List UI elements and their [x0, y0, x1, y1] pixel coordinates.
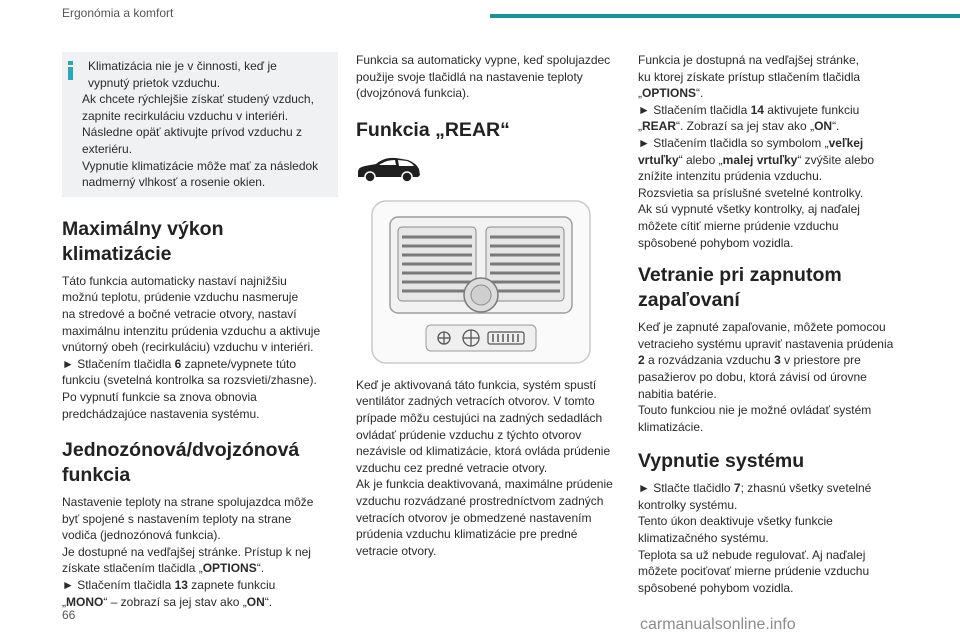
step-line: ► Stlačením tlačidla 14 aktivujete funkciu — [638, 102, 860, 117]
body-line: nabitia batérie. — [638, 386, 717, 401]
info-note — [62, 52, 338, 197]
body-line: ku ktorej získate prístup stlačením tlačidla — [638, 69, 861, 84]
options-line: získate stlačením tlačidla „OPTIONS“. — [62, 561, 265, 576]
heading-ventilation: zapaľovaní — [638, 289, 740, 312]
step-line: ► Stlačením tlačidla 6 zapnete/vypnete túto — [62, 356, 297, 371]
section-title: Ergonómia a komfort — [62, 6, 174, 20]
body-line: klimatizačného systému. — [638, 531, 769, 546]
body-line: ventilátor zadných vetracích otvorov. V tomto — [356, 394, 595, 409]
body-line: Ak je funkcia deaktivovaná, maximálne prúdenie — [356, 477, 613, 492]
heading-ventilation: Vetranie pri zapnutom — [638, 264, 842, 287]
body-line: (dvojzónová funkcia). — [356, 86, 470, 101]
body-line: použije svoje tlačidlá na nastavenie teploty — [356, 69, 583, 84]
body-line: Touto funkciou nie je možné ovládať systém — [638, 403, 872, 418]
body-line: môžete cítiť mierne prúdenie vzduchu — [638, 218, 839, 233]
heading-max-performance: klimatizácie — [62, 242, 172, 265]
car-icon — [356, 155, 422, 183]
note-line: Ak chcete rýchlejšie získať studený vzduch, — [82, 92, 314, 107]
body-line: klimatizácie. — [638, 419, 704, 434]
info-icon — [68, 61, 73, 80]
body-line: byť spojené s nastavením teploty na strane — [62, 511, 292, 526]
body-line: ovládať prúdenie vzduchu z týchto otvorov — [356, 427, 582, 442]
heading-zone: funkcia — [62, 464, 131, 487]
body-line: Tento úkon deaktivuje všetky funkcie — [638, 514, 833, 529]
body-line: prípade môžu cestujúci na zadných sedadlách — [356, 410, 603, 425]
body-line: prúdenia vzduchu klimatizácie pre predné — [356, 527, 578, 542]
body-line: maximálnu intenzitu prúdenia vzduchu a aktivuje — [62, 323, 321, 338]
body-line: Funkcia sa automaticky vypne, keď spolujazdec — [356, 53, 611, 67]
body-line: Teplota sa už nebude regulovať. Aj naďalej — [638, 547, 866, 562]
body-line: nezávisle od klimatizácie, ktorá ovláda prúdenie — [356, 444, 611, 459]
body-line: vzduchu rozvádzané prostredníctvom zadných — [356, 493, 604, 508]
body-line: kontrolky systému. — [638, 497, 738, 512]
body-line: Nastavenie teploty na strane spolujazdca môže — [62, 495, 314, 510]
body-line: funkciu (svetelná kontrolka sa rozsvieti/zhasne). — [62, 373, 317, 388]
body-line: Rozsvietia sa príslušné svetelné kontrolky. — [638, 185, 864, 200]
step-line: ► Stlačte tlačidlo 7; zhasnú všetky svetelné — [638, 481, 872, 496]
body-line: spôsobené pohybom vozidla. — [638, 235, 794, 250]
body-line: vzduchu cez predné vetracie otvory. — [356, 460, 548, 475]
column-3 — [638, 52, 900, 596]
body-line: znížite intenzitu prúdenia vzduchu. — [638, 169, 823, 184]
note-line: Vypnutie klimatizácie môže mať za následok — [82, 158, 319, 173]
header-accent-bar — [490, 14, 960, 18]
body-line: Ak sú vypnuté všetky kontrolky, aj naďalej — [638, 202, 860, 217]
heading-max-performance: Maximálny výkon — [62, 217, 224, 240]
options-line: „OPTIONS“. — [638, 86, 704, 101]
vent-line: 2 a rozvádzania vzduchu 3 v priestore pre — [638, 353, 861, 368]
heading-rear: Funkcia „REAR“ — [356, 118, 510, 141]
note-line: exteriéru. — [82, 141, 133, 156]
fan-line: vrtuľky“ alebo „malej vrtuľky“ zvýšite alebo — [638, 152, 875, 167]
body-line: pasažierov po dobu, ktorá závisí od úrovne — [638, 369, 867, 384]
note-line: nadmerný vlhkosť a rosenie okien. — [82, 175, 266, 190]
column-2 — [356, 52, 618, 559]
body-line: na stredové a bočné vetracie otvory, nastaví — [62, 306, 297, 321]
note-line: Následne opäť aktivujte prívod vzduchu z — [82, 125, 302, 140]
body-line: vetracie otvory. — [356, 543, 437, 558]
body-line: vetracieho systému upraviť nastavenia prúdenia — [638, 336, 894, 351]
column-1 — [62, 52, 338, 610]
body-line: Po vypnutí funkcie sa znova obnovia — [62, 389, 257, 404]
step-line: ► Stlačením tlačidla so symbolom „veľkej — [638, 135, 864, 150]
watermark: carmanualsonline.info — [640, 616, 796, 633]
body-line: vnútorný obeh (recirkuláciu) vzduchu v interiéri. — [62, 340, 314, 355]
heading-switch-off: Vypnutie systému — [638, 450, 805, 473]
body-line: Táto funkcia automaticky nastaví najnižšiu — [62, 273, 287, 288]
body-line: možnú teplotu, prúdenie vzduchu nasmeruje — [62, 290, 299, 305]
body-line: predchádzajúce nastavenia systému. — [62, 406, 260, 421]
body-line: Keď je zapnuté zapaľovanie, môžete pomocou — [638, 320, 886, 335]
body-line: Keď je aktivovaná táto funkcia, systém spustí — [356, 377, 597, 392]
page-number: 66 — [62, 608, 76, 622]
heading-zone: Jednozónová/dvojzónová — [62, 439, 300, 462]
step-line: ► Stlačením tlačidla 13 zapnete funkciu — [62, 578, 276, 593]
body-line: spôsobené pohybom vozidla. — [638, 580, 794, 595]
rear-vent-illustration — [368, 199, 594, 369]
rear-state-line: „REAR“. Zobrazí sa jej stav ako „ON“. — [638, 119, 840, 134]
note-line: vypnutý prietok vzduchu. — [88, 75, 221, 90]
body-line: Je dostupné na vedľajšej stránke. Prístup k nej — [62, 544, 311, 559]
body-line: vetracích otvorov je obmedzené nastavením — [356, 510, 592, 525]
mono-line: „MONO“ – zobrazí sa jej stav ako „ON“. — [62, 594, 273, 609]
body-line: môžete pociťovať mierne prúdenie vzduchu — [638, 564, 870, 579]
body-line: Funkcia je dostupná na vedľajšej stránke, — [638, 53, 859, 67]
note-line: zapnite recirkuláciu vzduchu v interiéri. — [82, 108, 289, 123]
note-line: Klimatizácia nie je v činnosti, keď je — [88, 59, 277, 73]
body-line: vodiča (jednozónová funkcia). — [62, 528, 221, 543]
